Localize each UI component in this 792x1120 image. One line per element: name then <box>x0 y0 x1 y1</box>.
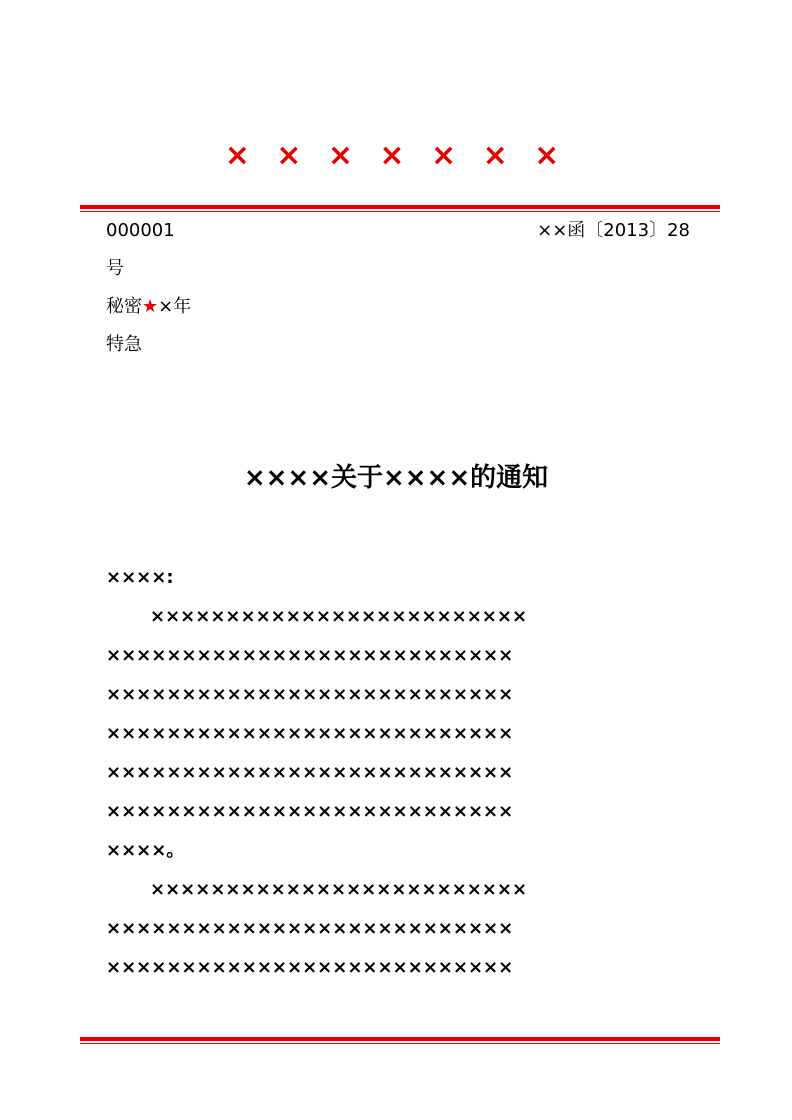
header-double-rule <box>80 205 720 212</box>
masthead-title: × × × × × × × <box>224 138 568 173</box>
paragraph1-line: ××××××××××××××××××××××××××× <box>106 645 514 666</box>
salutation: ××××: <box>106 567 174 588</box>
paragraph1-line: ××××××××××××××××××××××××××× <box>106 684 514 705</box>
document-body <box>106 558 686 987</box>
document-number-continuation: 号 <box>106 258 124 279</box>
secrecy-duration: ×年 <box>158 296 192 317</box>
paragraph2-line: ××××××××××××××××××××××××××× <box>106 918 514 939</box>
paragraph1-line: ××××××××××××××××××××××××××× <box>106 762 514 783</box>
secrecy-level <box>106 288 690 326</box>
document-title: ××××关于××××的通知 <box>243 463 549 493</box>
paragraph1-line: ××××××××××××××××××××××××××× <box>106 801 514 822</box>
urgency-level: 特急 <box>106 334 142 355</box>
paragraph2-line: ××××××××××××××××××××××××× <box>150 879 528 900</box>
secrecy-prefix: 秘密 <box>106 296 142 317</box>
serial-number: 000001 <box>106 220 175 241</box>
footer-double-rule <box>80 1037 720 1044</box>
paragraph1-line: ××××××××××××××××××××××××××× <box>106 723 514 744</box>
paragraph2-line: ××××××××××××××××××××××××××× <box>106 957 514 978</box>
meta-row-serial-docnumber <box>106 212 690 250</box>
document-number: ××函〔2013〕28 <box>537 220 690 241</box>
paragraph1-line: ××××。 <box>106 840 185 861</box>
secrecy-star-icon: ★ <box>142 296 159 317</box>
paragraph1-line: ××××××××××××××××××××××××× <box>150 606 528 627</box>
